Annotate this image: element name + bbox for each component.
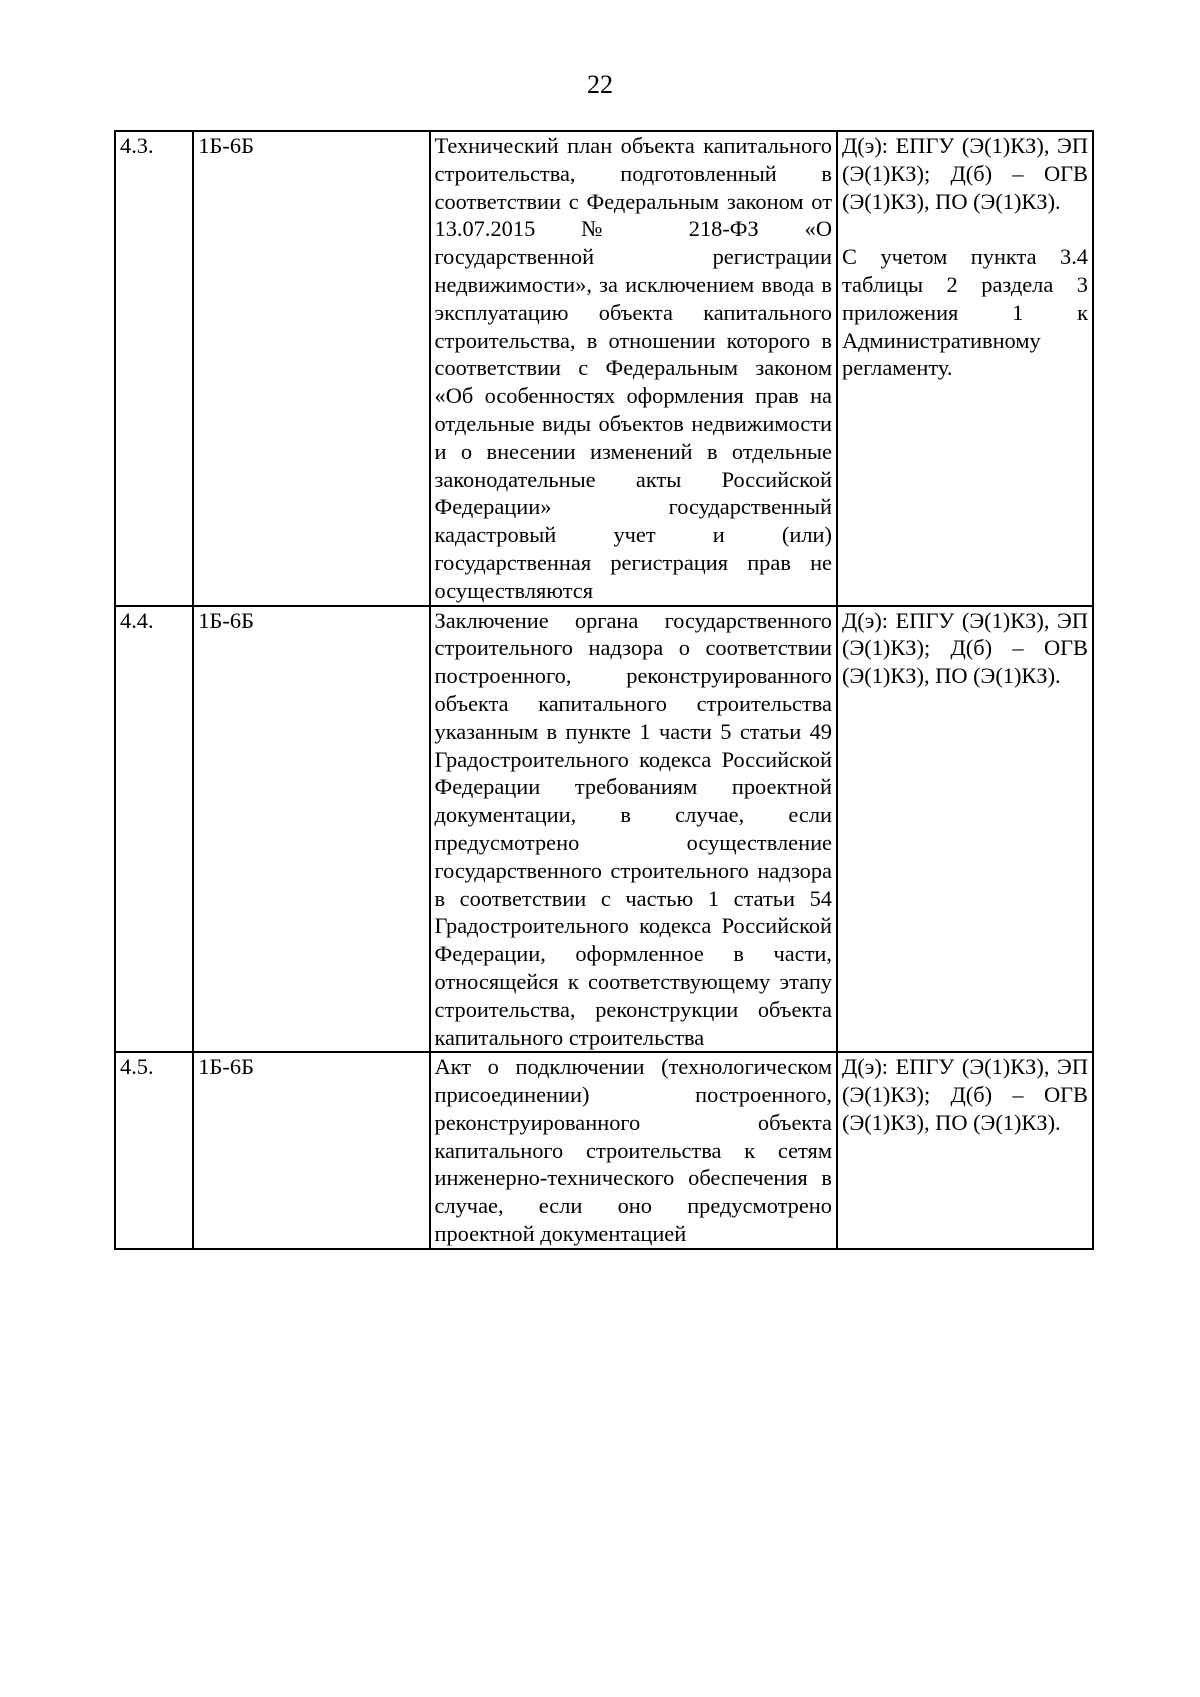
row-notes bbox=[837, 1052, 1093, 1249]
row-code: 1Б-6Б bbox=[193, 606, 429, 1053]
reference-note: С учетом пункта 3.4 таблицы 2 раздела 3 приложения 1 к Административному регламенту. bbox=[842, 244, 1088, 381]
document-description: Технический план объекта капитального строительства, подготовленный в соответствии с Федеральным законом от 13.07.2015 № 218-ФЗ «О государственной регистрации недвижимости», за исключением ввода в эксплуатацию объекта капитального строительства, в отношении которого в соответствии с Федеральным законом «Об особенностях оформления прав на отдельные виды объектов недвижимости и о внесении изменений в отдельные законодательные акты Российской Федерации» государственный кадастровый учет и (или) государственная регистрация прав не осуществляются bbox=[430, 131, 838, 606]
page-number: 22 bbox=[587, 70, 613, 99]
note-spacer bbox=[842, 215, 1088, 243]
row-number: 4.5. bbox=[115, 1052, 193, 1249]
document-description: Заключение органа государственного строительного надзора о соответствии построенного, реконструированного объекта капитального строительства указанным в пункте 1 части 5 статьи 49 Градостроительного кодекса Российской Федерации требованиям проектной документации, в случае, если предусмотрено осуществление государственного строительного надзора в соответствии с частью 1 статьи 54 Градостроительного кодекса Российской Федерации, оформленное в части, относящейся к соответствующему этапу строительства, реконструкции объекта капитального строительства bbox=[430, 606, 838, 1053]
row-notes bbox=[837, 606, 1093, 1053]
document-description: Акт о подключении (технологическом присоединении) построенного, реконструированного объекта капитального строительства к сетям инженерно-технического обеспечения в случае, если оно предусмотрено проектной документацией bbox=[430, 1052, 838, 1249]
row-number: 4.4. bbox=[115, 606, 193, 1053]
row-code: 1Б-6Б bbox=[193, 1052, 429, 1249]
row-code: 1Б-6Б bbox=[193, 131, 429, 606]
table-row bbox=[115, 606, 1093, 1053]
submission-method: Д(э): ЕПГУ (Э(1)КЗ), ЭП (Э(1)КЗ); Д(б) – ОГВ (Э(1)КЗ), ПО (Э(1)КЗ). bbox=[842, 607, 1088, 689]
table-row bbox=[115, 131, 1093, 606]
submission-method: Д(э): ЕПГУ (Э(1)КЗ), ЭП (Э(1)КЗ); Д(б) – ОГВ (Э(1)КЗ), ПО (Э(1)КЗ). bbox=[842, 133, 1088, 214]
submission-method: Д(э): ЕПГУ (Э(1)КЗ), ЭП (Э(1)КЗ); Д(б) – ОГВ (Э(1)КЗ), ПО (Э(1)КЗ). bbox=[842, 1054, 1088, 1135]
row-notes bbox=[837, 131, 1093, 606]
table-row bbox=[115, 1052, 1093, 1249]
documents-table bbox=[114, 130, 1094, 1250]
row-number: 4.3. bbox=[115, 131, 193, 606]
